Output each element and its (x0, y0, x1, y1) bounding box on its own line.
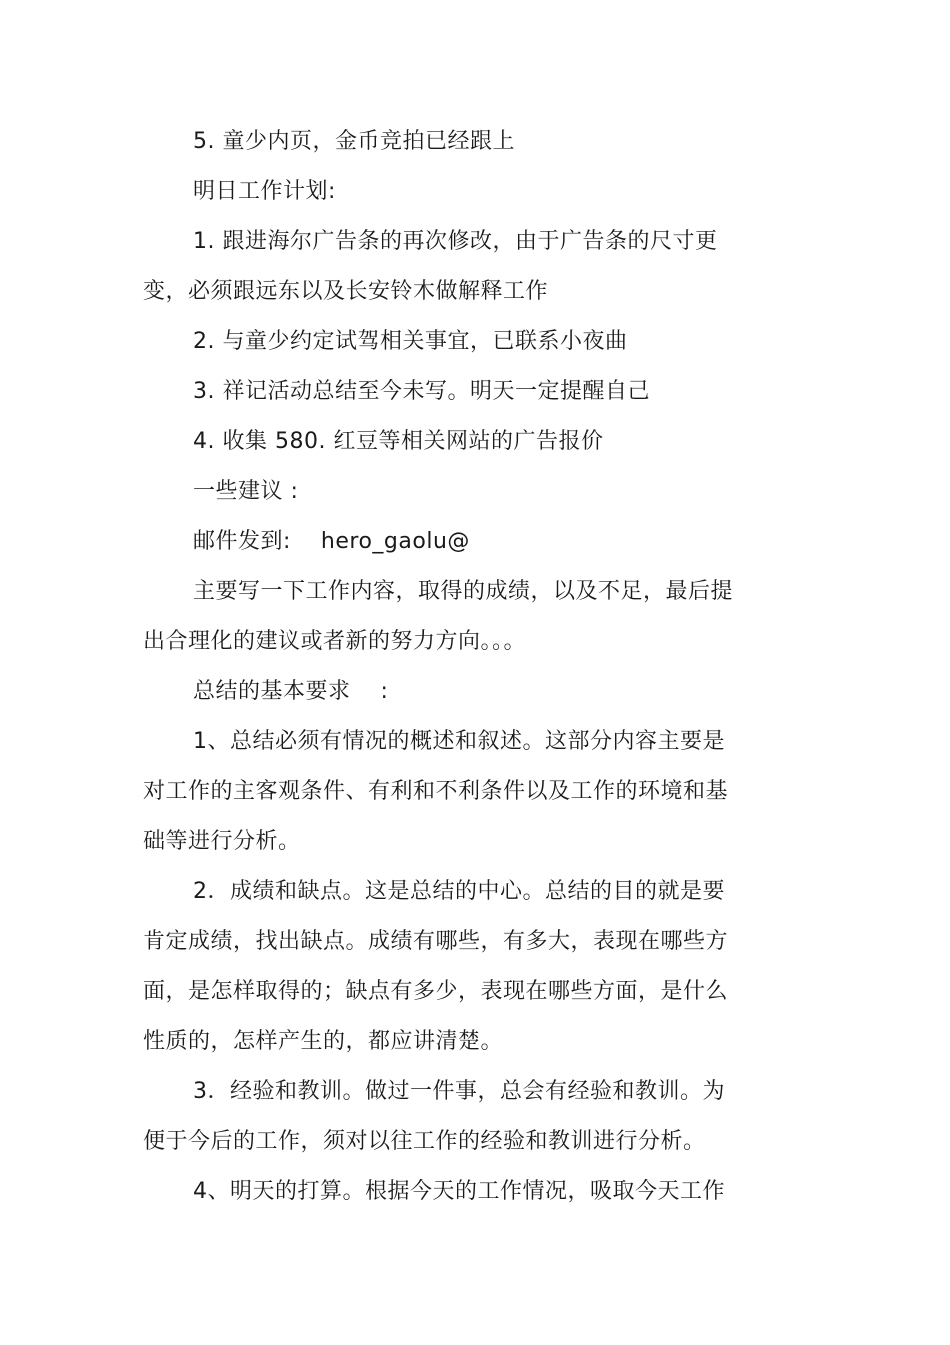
plan-item-2: 2. 与童少约定试驾相关事宜，已联系小夜曲 (193, 329, 628, 354)
email-address: hero_gaolu@ (320, 529, 470, 554)
writing-guidance: 主要写一下工作内容，取得的成绩，以及不足，最后提 (193, 579, 734, 604)
writing-guidance-continued: 出合理化的建议或者新的努力方向。。。 (143, 629, 527, 654)
requirements-colon: : (380, 679, 389, 704)
requirement-2-continued-3: 性质的，怎样产生的，都应讲清楚。 (143, 1029, 504, 1054)
requirement-1-continued-2: 础等进行分析。 (143, 829, 301, 854)
requirement-4: 4、明天的打算。根据今天的工作情况，吸取今天工作 (193, 1179, 725, 1204)
requirements-heading: 总结的基本要求 (193, 679, 351, 704)
email-label: 邮件发到: (193, 529, 291, 554)
suggestion-heading: 一些建议 : (193, 479, 299, 504)
requirement-2-continued-2: 面，是怎样取得的；缺点有多少，表现在哪些方面，是什么 (143, 979, 729, 1004)
requirement-2: 2．成绩和缺点。这是总结的中心。总结的目的就是要 (193, 879, 725, 904)
progress-item-5: 5. 童少内页，金币竞拍已经跟上 (193, 129, 515, 154)
requirement-2-continued: 肯定成绩，找出缺点。成绩有哪些，有多大，表现在哪些方 (143, 929, 729, 954)
plan-item-3: 3. 祥记活动总结至今未写。明天一定提醒自己 (193, 379, 650, 404)
plan-item-4: 4. 收集 580. 红豆等相关网站的广告报价 (193, 429, 604, 454)
requirement-1: 1、总结必须有情况的概述和叙述。这部分内容主要是 (193, 729, 725, 754)
plan-heading: 明日工作计划: (193, 179, 336, 204)
plan-item-1-continued: 变，必须跟远东以及长安铃木做解释工作 (143, 279, 549, 304)
requirement-1-continued: 对工作的主客观条件、有利和不利条件以及工作的环境和基 (143, 779, 729, 804)
requirement-3-continued: 便于今后的工作，须对以往工作的经验和教训进行分析。 (143, 1129, 706, 1154)
requirement-3: 3．经验和教训。做过一件事，总会有经验和教训。为 (193, 1079, 725, 1104)
requirements-heading-line (193, 677, 388, 707)
email-line (193, 527, 470, 557)
plan-item-1: 1. 跟进海尔广告条的再次修改，由于广告条的尺寸更 (193, 229, 718, 254)
